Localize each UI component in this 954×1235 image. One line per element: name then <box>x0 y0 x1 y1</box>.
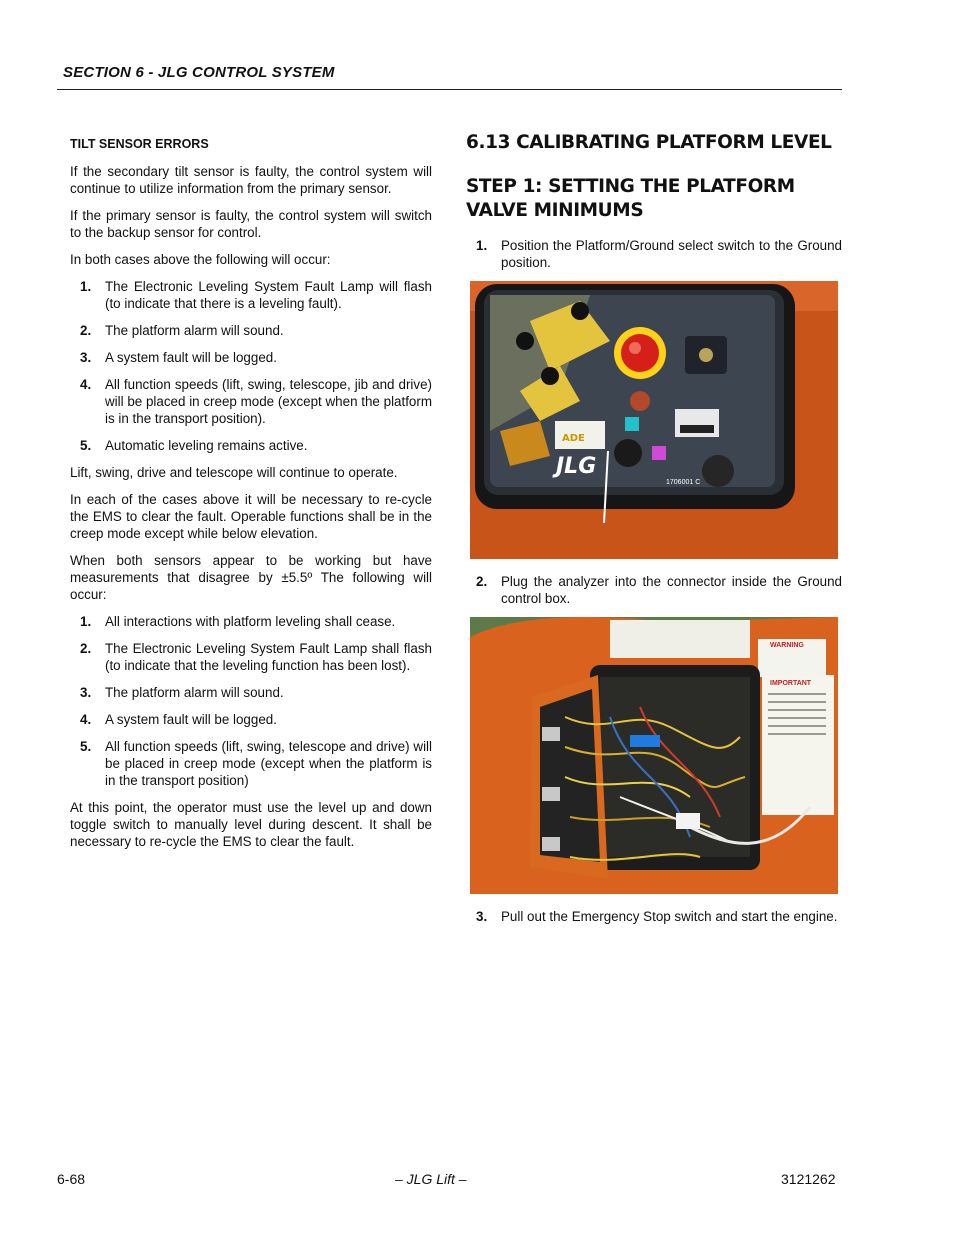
panel-label: 1706001 C <box>666 479 701 486</box>
list-text: The Electronic Leveling System Fault Lamp will flash (to indicate that there is a leveling fault). <box>105 279 432 311</box>
footer-publisher: – JLG Lift – <box>395 1171 467 1187</box>
list-text: The platform alarm will sound. <box>105 685 284 700</box>
list-item <box>70 278 432 312</box>
list-item <box>466 573 842 607</box>
paragraph: At this point, the operator must use the level up and down toggle switch to manually level during descent. It shall be necessary to re-cycle the EMS to clear the fault. <box>70 800 432 849</box>
list-number: 1. <box>476 238 488 253</box>
list-item <box>70 613 432 630</box>
jlg-logo: JLG <box>556 454 597 479</box>
list-item <box>70 684 432 701</box>
paragraph: In both cases above the following will occur: <box>70 252 331 267</box>
step-list-3 <box>466 908 842 925</box>
step-list-2 <box>466 573 842 607</box>
list-number: 3. <box>80 350 92 365</box>
fault-list-2 <box>70 613 432 789</box>
list-text: Position the Platform/Ground select switch to the Ground position. <box>501 238 842 270</box>
list-number: 2. <box>476 574 488 589</box>
step-heading: STEP 1: SETTING THE PLATFORM VALVE MINIMUMS <box>466 176 795 221</box>
list-text: All function speeds (lift, swing, telescope and drive) will be placed in creep mode (except when the platform is in the transport position) <box>105 739 432 788</box>
fault-list-1 <box>70 278 432 454</box>
list-item <box>70 376 432 427</box>
list-number: 2. <box>80 323 92 338</box>
right-column <box>466 131 842 935</box>
list-number: 5. <box>80 739 92 754</box>
list-text: A system fault will be logged. <box>105 712 277 727</box>
list-item <box>70 349 432 366</box>
list-number: 4. <box>80 712 92 727</box>
section-heading: 6.13 CALIBRATING PLATFORM LEVEL <box>466 132 832 153</box>
list-item <box>466 237 842 271</box>
control-panel-photo <box>470 281 838 559</box>
left-column <box>70 136 432 860</box>
important-decal: IMPORTANT <box>770 680 812 687</box>
header-rule <box>57 89 842 90</box>
list-item <box>70 322 432 339</box>
list-number: 2. <box>80 641 92 656</box>
paragraph: In each of the cases above it will be necessary to re-cycle the EMS to clear the fault. Operable functions shall be in the creep mode except while below elevation. <box>70 492 432 541</box>
section-header-title: SECTION 6 - JLG CONTROL SYSTEM <box>63 64 335 81</box>
list-item <box>70 437 432 454</box>
list-text: The Electronic Leveling System Fault Lamp shall flash (to indicate that the leveling function has been lost). <box>105 641 432 673</box>
list-number: 1. <box>80 279 92 294</box>
list-text: A system fault will be logged. <box>105 350 277 365</box>
list-number: 3. <box>80 685 92 700</box>
list-text: The platform alarm will sound. <box>105 323 284 338</box>
document-number: 3121262 <box>781 1171 836 1187</box>
warning-decal: WARNING <box>770 642 804 649</box>
list-number: 1. <box>80 614 92 629</box>
list-item <box>70 711 432 728</box>
list-text: All interactions with platform leveling shall cease. <box>105 614 396 629</box>
paragraph: Lift, swing, drive and telescope will continue to operate. <box>70 465 398 480</box>
list-text: Pull out the Emergency Stop switch and start the engine. <box>501 909 838 924</box>
list-item <box>70 738 432 789</box>
paragraph: If the secondary tilt sensor is faulty, the control system will continue to utilize information from the primary sensor. <box>70 164 432 196</box>
paragraph: When both sensors appear to be working but have measurements that disagree by ±5.5º The following will occur: <box>70 553 432 602</box>
ground-control-box-photo <box>470 617 838 894</box>
step-list-1 <box>466 237 842 271</box>
paragraph: If the primary sensor is faulty, the control system will switch to the backup sensor for control. <box>70 208 432 240</box>
page-number: 6-68 <box>57 1171 86 1187</box>
list-number: 3. <box>476 909 488 924</box>
tilt-sensor-errors-heading: TILT SENSOR ERRORS <box>70 137 209 151</box>
list-text: Plug the analyzer into the connector inside the Ground control box. <box>501 574 842 606</box>
list-item <box>466 908 842 925</box>
svg-text:ADE: ADE <box>562 433 585 444</box>
list-item <box>70 640 432 674</box>
list-number: 5. <box>80 438 92 453</box>
list-text: All function speeds (lift, swing, telescope, jib and drive) will be placed in creep mode (except when the platform is in the transport position). <box>105 377 432 426</box>
list-number: 4. <box>80 377 92 392</box>
list-text: Automatic leveling remains active. <box>105 438 308 453</box>
